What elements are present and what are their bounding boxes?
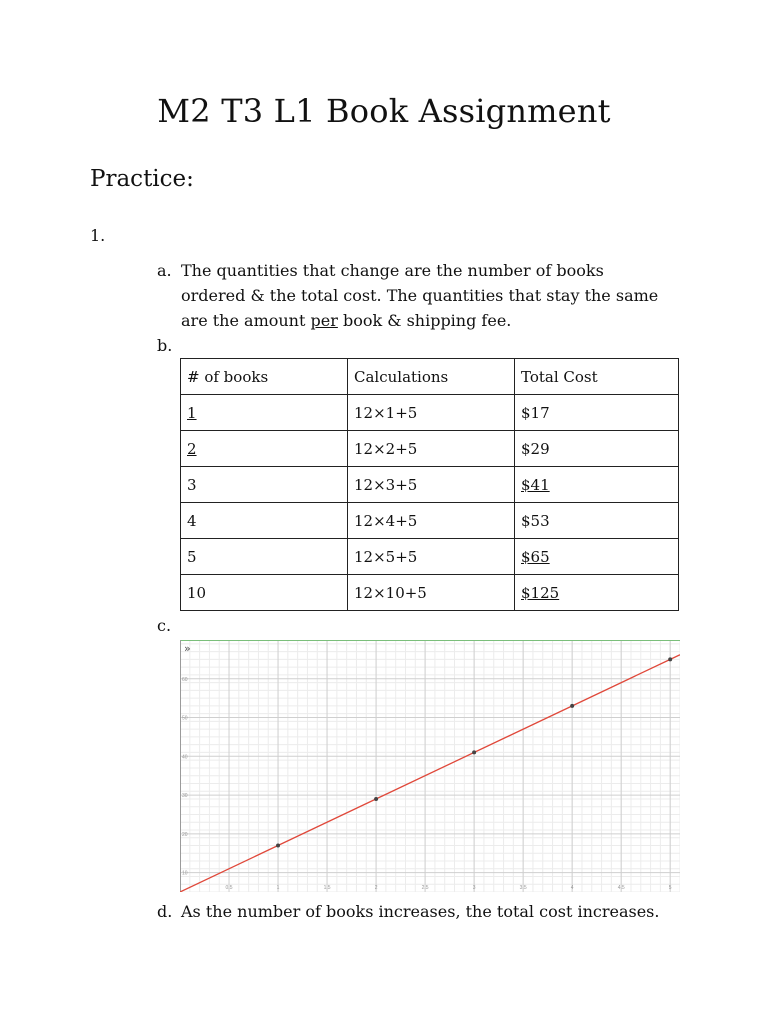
table-row xyxy=(181,503,679,539)
y-tick-label: 40 xyxy=(182,754,188,761)
cell-total-cost: $41 xyxy=(515,467,679,503)
cell-total-cost: $17 xyxy=(515,395,679,431)
header-books: # of books xyxy=(181,359,348,395)
cell-books: 5 xyxy=(181,539,348,575)
table-row xyxy=(181,395,679,431)
data-point xyxy=(374,797,378,801)
data-point xyxy=(276,843,280,847)
question-number: 1. xyxy=(90,226,106,245)
table-row xyxy=(181,575,679,611)
part-a-text-before: The quantities that change are the number of books ordered & the total cost. The quantities that stay the same are the amount xyxy=(181,261,659,330)
cell-calculation: 12×3+5 xyxy=(348,467,515,503)
cell-calculation: 12×10+5 xyxy=(348,575,515,611)
page-title: M2 T3 L1 Book Assignment xyxy=(157,92,611,130)
data-point xyxy=(570,704,574,708)
cell-books: 2 xyxy=(181,431,348,467)
part-a-text xyxy=(181,258,671,333)
x-tick-label: 1 xyxy=(276,885,280,891)
cell-calculation: 12×2+5 xyxy=(348,431,515,467)
table-header-row xyxy=(181,359,679,395)
graph-background xyxy=(180,640,680,892)
cell-calculation: 12×5+5 xyxy=(348,539,515,575)
part-a-marker: a. xyxy=(157,261,172,280)
x-tick-label: 1.5 xyxy=(323,885,331,891)
cell-books: 10 xyxy=(181,575,348,611)
x-tick-label: 4 xyxy=(570,885,574,891)
part-d-marker: d. xyxy=(157,902,173,921)
x-tick-label: 3.5 xyxy=(519,885,527,891)
y-tick-label: 50 xyxy=(182,715,188,722)
cell-books: 1 xyxy=(181,395,348,431)
cell-calculation: 12×4+5 xyxy=(348,503,515,539)
cell-books: 3 xyxy=(181,467,348,503)
table-row xyxy=(181,539,679,575)
cell-total-cost: $125 xyxy=(515,575,679,611)
collapse-icon: » xyxy=(184,642,191,655)
x-tick-label: 2 xyxy=(374,885,378,891)
table-row xyxy=(181,431,679,467)
x-tick-label: 5 xyxy=(668,885,672,891)
cell-total-cost: $65 xyxy=(515,539,679,575)
section-heading: Practice: xyxy=(90,166,194,192)
part-b-marker: b. xyxy=(157,336,173,355)
part-a-text-after: book & shipping fee. xyxy=(337,311,512,330)
part-c-marker: c. xyxy=(157,616,172,635)
x-tick-label: 2.5 xyxy=(421,885,429,891)
part-d-text: As the number of books increases, the total cost increases. xyxy=(181,902,660,921)
y-tick-label: 20 xyxy=(182,831,188,838)
cell-total-cost: $53 xyxy=(515,503,679,539)
cell-books: 4 xyxy=(181,503,348,539)
x-tick-label: 0.5 xyxy=(225,885,233,891)
y-tick-label: 30 xyxy=(182,793,188,800)
data-point xyxy=(668,657,672,661)
header-calculations: Calculations xyxy=(348,359,515,395)
header-total-cost: Total Cost xyxy=(515,359,679,395)
books-table xyxy=(180,358,679,611)
y-tick-label: 60 xyxy=(182,676,188,683)
graph-svg xyxy=(180,640,680,892)
table-row xyxy=(181,467,679,503)
part-a-underlined-word: per xyxy=(310,311,338,330)
cell-calculation: 12×1+5 xyxy=(348,395,515,431)
cost-graph xyxy=(180,640,680,892)
cell-total-cost: $29 xyxy=(515,431,679,467)
y-tick-label: 10 xyxy=(182,870,188,877)
x-tick-label: 4.5 xyxy=(617,885,625,891)
x-tick-label: 3 xyxy=(472,885,476,891)
data-point xyxy=(472,750,476,754)
